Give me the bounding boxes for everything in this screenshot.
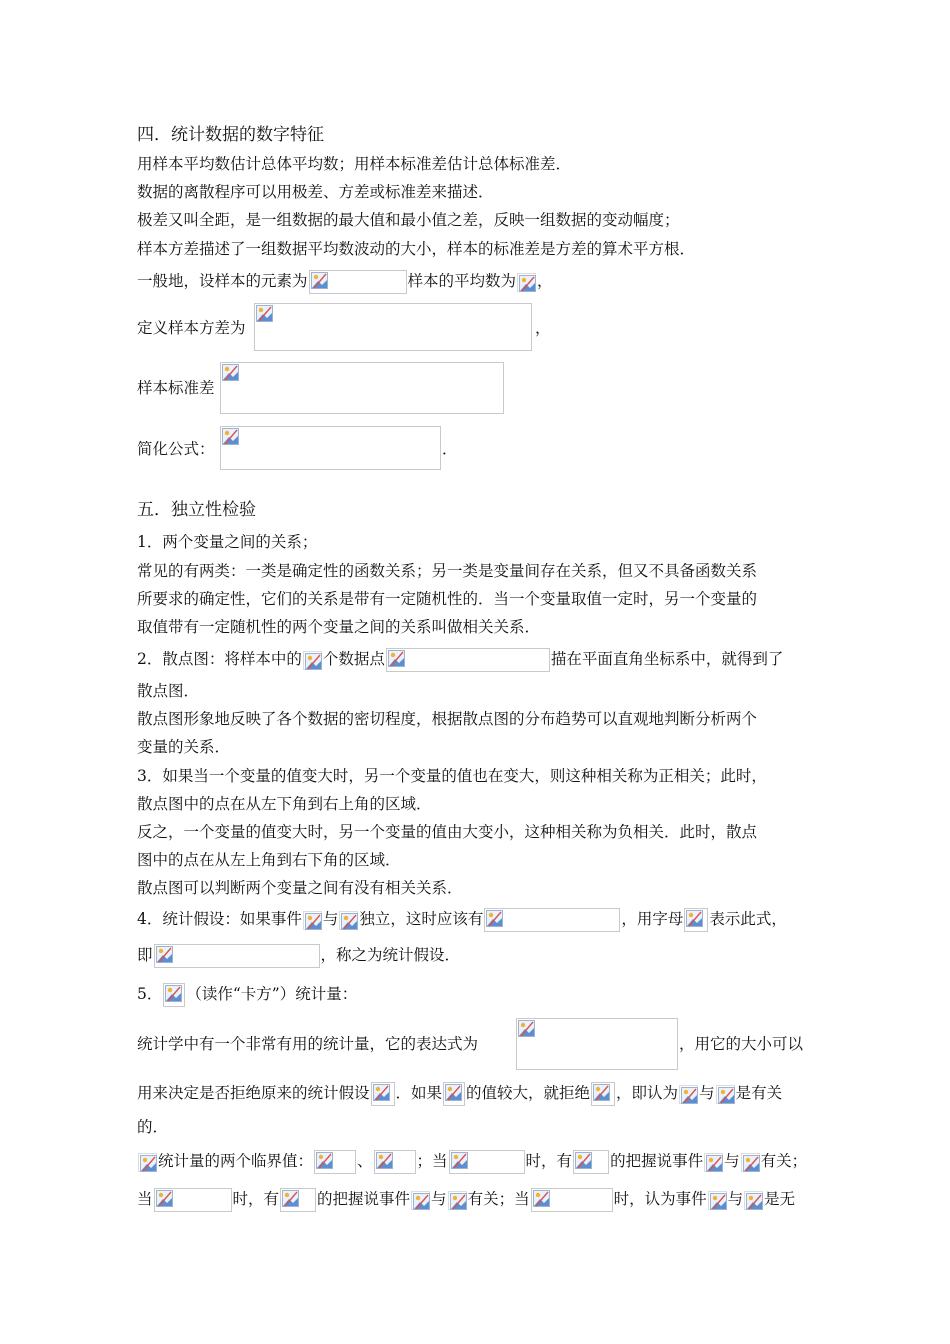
independence-formula-image bbox=[484, 908, 620, 932]
broken-image-icon bbox=[450, 1193, 467, 1210]
chi-square-expression-line: 统计学中有一个非常有用的统计量，它的表达式为 ，用它的大小可以 bbox=[137, 1018, 830, 1070]
formula-image bbox=[704, 1153, 723, 1172]
formula-image bbox=[716, 1085, 735, 1104]
hypothesis-line: 4．统计假设：如果事件 与 独立，这时应该有 ，用字母 表示此式， bbox=[137, 908, 830, 932]
formula-image bbox=[708, 1191, 727, 1210]
hypothesis-line-2: 即 ，称之为统计假设． bbox=[137, 944, 830, 968]
broken-image-icon bbox=[256, 305, 273, 322]
formula-image bbox=[309, 270, 407, 294]
hypothesis-formula-image bbox=[154, 944, 320, 968]
formula-image bbox=[154, 1188, 232, 1212]
broken-image-icon bbox=[388, 650, 405, 667]
variance-formula-image bbox=[254, 303, 532, 351]
formula-image bbox=[371, 1082, 395, 1106]
paragraph: 极差又叫全距，是一组数据的最大值和最小值之差，反映一组数据的变动幅度； bbox=[137, 211, 680, 229]
letter-image bbox=[684, 908, 708, 932]
paragraph: 常见的有两类：一类是确定性的函数关系；另一类是变量间存在关系，但又不具备函数关系 bbox=[137, 562, 758, 580]
broken-image-icon bbox=[706, 1155, 723, 1172]
section-5-heading: 五．独立性检验 bbox=[137, 500, 256, 520]
formula-image bbox=[138, 1153, 157, 1172]
paragraph: 3．如果当一个变量的值变大时，另一个变量的值也在变大，则这种相关称为正相关；此时， bbox=[137, 767, 767, 785]
broken-image-icon bbox=[451, 1152, 468, 1169]
event-b-image bbox=[339, 911, 358, 930]
broken-image-icon bbox=[305, 653, 322, 670]
broken-image-icon bbox=[593, 1084, 610, 1101]
broken-image-icon bbox=[519, 275, 536, 292]
data-points-formula-image bbox=[386, 648, 550, 672]
paragraph: 图中的点在从左上角到右下角的区域． bbox=[137, 851, 401, 869]
critical-values-line: 统计量的两个临界值： 、 ；当 时，有 的把握说事件 与 有关； bbox=[137, 1150, 830, 1174]
broken-image-icon bbox=[316, 1152, 333, 1169]
broken-image-icon bbox=[282, 1190, 299, 1207]
sample-elements-line: 一般地，设样本的元素为 样本的平均数为 ， bbox=[137, 270, 830, 294]
paragraph: 散点图中的点在从左下角到右上角的区域． bbox=[137, 795, 432, 813]
paragraph: 所要求的确定性，它们的关系是带有一定随机性的．当一个变量取值一定时，另一个变量的 bbox=[137, 590, 758, 608]
broken-image-icon bbox=[311, 272, 328, 289]
formula-image bbox=[280, 1188, 316, 1212]
paragraph: 反之，一个变量的值变大时，另一个变量的值由大变小，这种相关称为负相关．此时，散点 bbox=[137, 823, 758, 841]
broken-image-icon bbox=[743, 1155, 760, 1172]
broken-image-icon bbox=[681, 1087, 698, 1104]
standard-deviation-line: 样本标准差 bbox=[137, 362, 830, 414]
formula-image bbox=[741, 1153, 760, 1172]
broken-image-icon bbox=[718, 1087, 735, 1104]
paragraph: 样本方差描述了一组数据平均数波动的大小，样本的标准差是方差的算术平方根． bbox=[137, 240, 696, 258]
broken-image-icon bbox=[518, 1020, 535, 1037]
formula-image bbox=[591, 1082, 615, 1106]
formula-image bbox=[374, 1150, 416, 1174]
paragraph: 散点图可以判断两个变量之间有没有相关关系． bbox=[137, 879, 463, 897]
paragraph: 1．两个变量之间的关系； bbox=[137, 533, 318, 551]
critical-values-line-2: 当 时，有 的把握说事件 与 有关；当 时，认为事件 与 是无 bbox=[137, 1188, 830, 1212]
paragraph: 散点图． bbox=[137, 682, 200, 700]
broken-image-icon bbox=[413, 1193, 430, 1210]
broken-image-icon bbox=[686, 910, 703, 927]
formula-image bbox=[448, 1191, 467, 1210]
broken-image-icon bbox=[486, 910, 503, 927]
formula-image bbox=[411, 1191, 430, 1210]
section-4-heading: 四．统计数据的数字特征 bbox=[137, 125, 324, 145]
paragraph: 的． bbox=[137, 1118, 169, 1136]
formula-image bbox=[573, 1150, 609, 1174]
broken-image-icon bbox=[156, 1190, 173, 1207]
formula-image bbox=[531, 1188, 613, 1212]
formula-image bbox=[744, 1191, 763, 1210]
broken-image-icon bbox=[222, 364, 239, 381]
variance-definition-line: 定义样本方差为 ， bbox=[137, 303, 830, 351]
broken-image-icon bbox=[533, 1190, 550, 1207]
formula-image bbox=[443, 1082, 465, 1106]
chi-square-heading-line: 5． （读作“卡方”）统计量： bbox=[137, 983, 830, 1007]
paragraph: 变量的关系． bbox=[137, 738, 231, 756]
broken-image-icon bbox=[222, 428, 239, 445]
scatter-definition-line: 2．散点图：将样本中的 个数据点 描在平面直角坐标系中，就得到了 bbox=[137, 648, 830, 672]
paragraph: 数据的离散程序可以用极差、方差或标准差来描述． bbox=[137, 183, 494, 201]
chi-square-formula-image bbox=[516, 1018, 678, 1070]
broken-image-icon bbox=[305, 913, 322, 930]
formula-image bbox=[314, 1150, 356, 1174]
simplified-formula-line: 简化公式： ． bbox=[137, 426, 830, 470]
event-a-image bbox=[303, 911, 322, 930]
broken-image-icon bbox=[140, 1155, 157, 1172]
paragraph: 用样本平均数估计总体平均数；用样本标准差估计总体标准差． bbox=[137, 155, 572, 173]
paragraph: 散点图形象地反映了各个数据的密切程度，根据散点图的分布趋势可以直观地判断分析两个 bbox=[137, 710, 758, 728]
broken-image-icon bbox=[575, 1152, 592, 1169]
broken-image-icon bbox=[445, 1084, 462, 1101]
broken-image-icon bbox=[373, 1084, 390, 1101]
broken-image-icon bbox=[746, 1193, 763, 1210]
broken-image-icon bbox=[710, 1193, 727, 1210]
formula-image bbox=[303, 651, 322, 670]
paragraph: 取值带有一定随机性的两个变量之间的关系叫做相关关系． bbox=[137, 618, 541, 636]
simplified-formula-image bbox=[220, 426, 441, 470]
formula-image bbox=[679, 1085, 698, 1104]
reject-hypothesis-line: 用来决定是否拒绝原来的统计假设 ．如果 的值较大，就拒绝 ，即认为 与 是有关 bbox=[137, 1082, 830, 1106]
broken-image-icon bbox=[156, 946, 173, 963]
formula-image bbox=[517, 273, 536, 292]
chi-square-symbol-image bbox=[163, 983, 185, 1007]
broken-image-icon bbox=[165, 985, 182, 1002]
std-formula-image bbox=[220, 362, 504, 414]
broken-image-icon bbox=[376, 1152, 393, 1169]
formula-image bbox=[449, 1150, 525, 1174]
broken-image-icon bbox=[341, 913, 358, 930]
